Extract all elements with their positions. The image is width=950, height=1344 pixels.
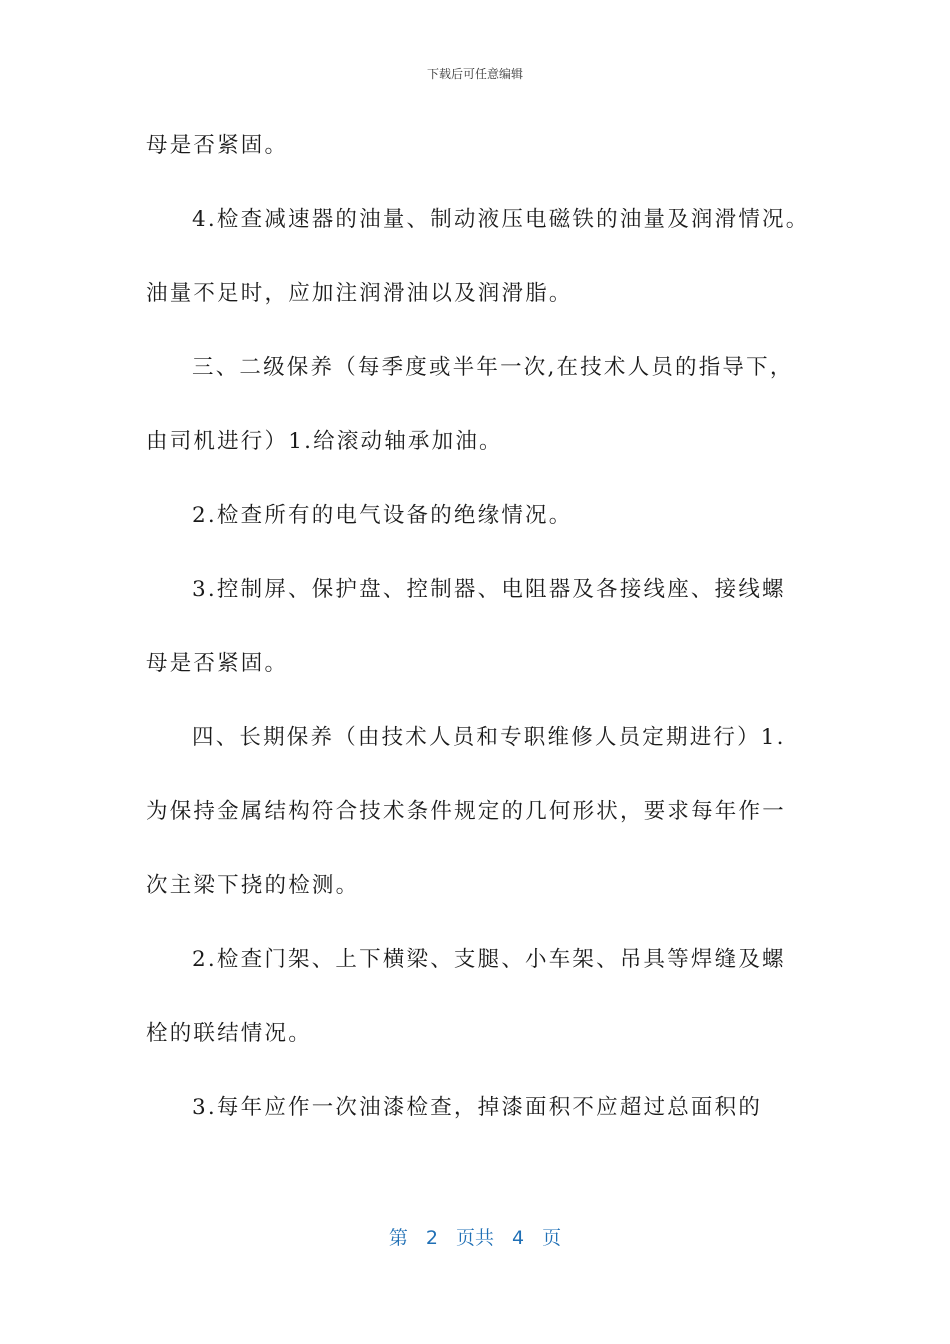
page-header: 下载后可任意编辑 — [426, 67, 523, 81]
paragraph-line: 4.检查减速器的油量、制动液压电磁铁的油量及润滑情况。 — [192, 207, 810, 232]
paragraph-line: 为保持金属结构符合技术条件规定的几何形状，要求每年作一 — [146, 799, 786, 824]
paragraph-line: 母是否紧固。 — [146, 133, 289, 158]
paragraph-line: 2.检查所有的电气设备的绝缘情况。 — [192, 503, 573, 528]
document-body — [146, 122, 810, 1158]
paragraph-line: 次主梁下挠的检测。 — [146, 873, 360, 898]
paragraph-line: 3.每年应作一次油漆检查，掉漆面积不应超过总面积的 — [192, 1095, 763, 1120]
paragraph-line: 2.检查门架、上下横梁、支腿、小车架、吊具等焊缝及螺 — [192, 947, 786, 972]
paragraph-line: 母是否紧固。 — [146, 651, 289, 676]
paragraph-line: 油量不足时，应加注润滑油以及润滑脂。 — [146, 281, 573, 306]
total-page-number: 4 — [512, 1227, 525, 1249]
footer-di-label: 第 — [388, 1227, 408, 1249]
paragraph-line: 由司机进行）1.给滚动轴承加油。 — [146, 429, 503, 454]
paragraph-line: 三、二级保养（每季度或半年一次,在技术人员的指导下， — [192, 355, 794, 380]
page-number-footer — [0, 1224, 950, 1252]
paragraph-line: 栓的联结情况。 — [146, 1021, 312, 1046]
paragraph-line: 四、长期保养（由技术人员和专职维修人员定期进行）1. — [192, 725, 786, 750]
paragraph-line: 3.控制屏、保护盘、控制器、电阻器及各接线座、接线螺 — [192, 577, 786, 602]
footer-ye-label: 页 — [542, 1227, 562, 1249]
current-page-number: 2 — [425, 1227, 438, 1249]
footer-ye-gong-label: 页共 — [455, 1227, 494, 1249]
